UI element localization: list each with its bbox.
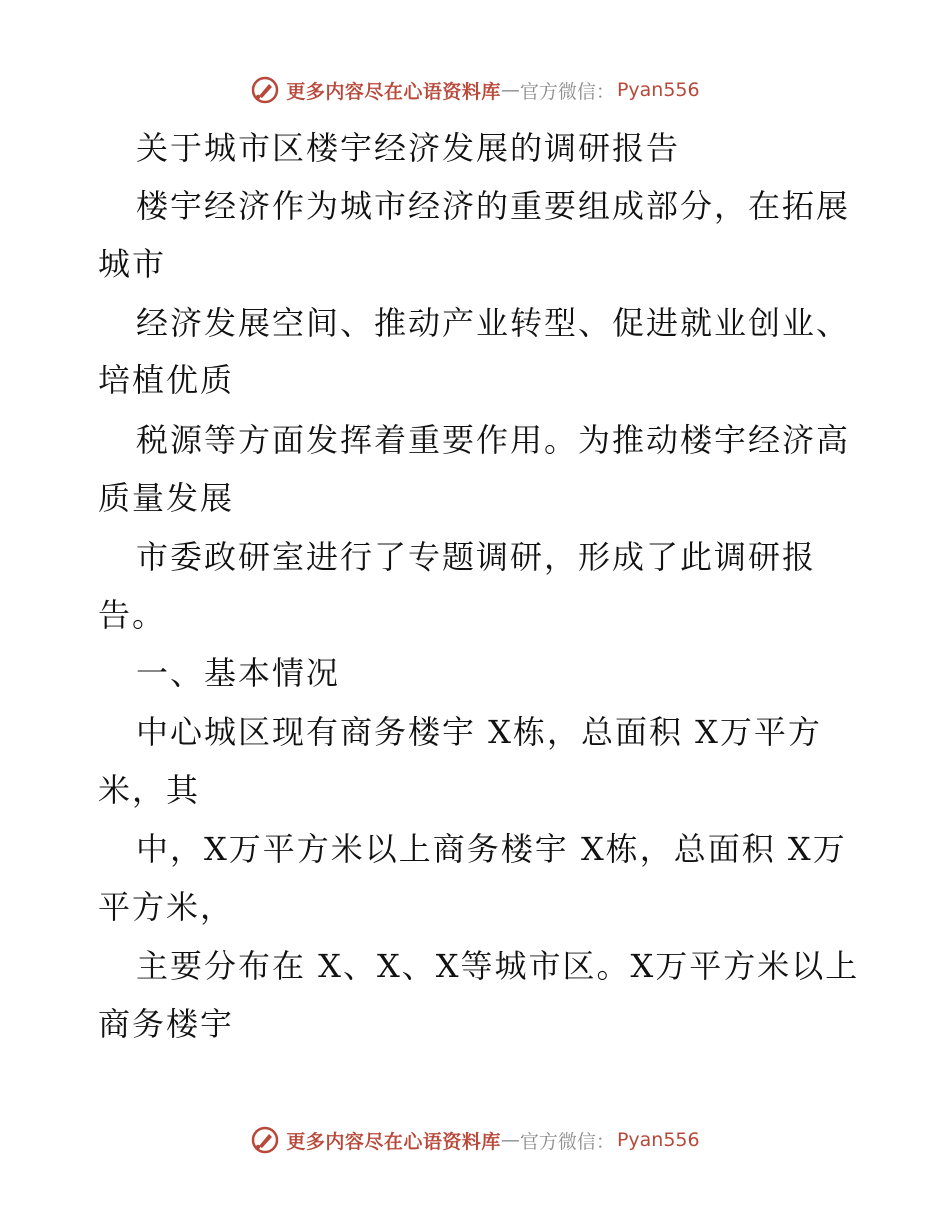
watermark-account-id: Pyan556 [616, 1129, 700, 1151]
watermark-account-label: 官方微信： [519, 80, 615, 103]
paragraph-line: 税源等方面发挥着重要作用。为推动楼宇经济高 [136, 421, 851, 459]
paragraph-line: 市委政研室进行了专题调研，形成了此调研报 [136, 538, 817, 576]
paragraph-line: 主要分布在 X、X、X等城市区。X万平方米以上 [136, 947, 860, 985]
paragraph-line: 米，其 [98, 771, 201, 809]
paragraph-line: 平方米， [98, 888, 235, 926]
watermark-main-text: 更多内容尽在心语资料库 [286, 80, 501, 103]
paragraph-line: 质量发展 [98, 479, 235, 517]
section-heading: 一、基本情况 [136, 654, 341, 692]
watermark-main-text: 更多内容尽在心语资料库 [286, 1130, 501, 1153]
watermark-account-label: 官方微信： [519, 1130, 615, 1153]
header-watermark [0, 70, 950, 110]
paragraph-line: 中，X万平方米以上商务楼宇 X栋，总面积 X万 [136, 830, 847, 868]
footer-watermark [0, 1120, 950, 1160]
paragraph-line: 城市 [98, 245, 167, 283]
watermark-account-id: Pyan556 [616, 79, 700, 101]
paragraph-line: 经济发展空间、推动产业转型、促进就业创业、 [136, 304, 851, 342]
pen-nib-circle-icon [250, 1125, 280, 1155]
paragraph-line: 告。 [98, 596, 167, 634]
watermark-dash: — [500, 79, 520, 101]
paragraph-line: 商务楼宇 [98, 1005, 235, 1043]
paragraph-line: 中心城区现有商务楼宇 X栋，总面积 X万平方 [136, 713, 822, 751]
pen-nib-circle-icon [250, 75, 280, 105]
watermark-dash: — [500, 1129, 520, 1151]
paragraph-line: 培植优质 [98, 361, 235, 399]
document-title: 关于城市区楼宇经济发展的调研报告 [136, 129, 681, 167]
paragraph-line: 楼宇经济作为城市经济的重要组成部分，在拓展 [136, 187, 851, 225]
